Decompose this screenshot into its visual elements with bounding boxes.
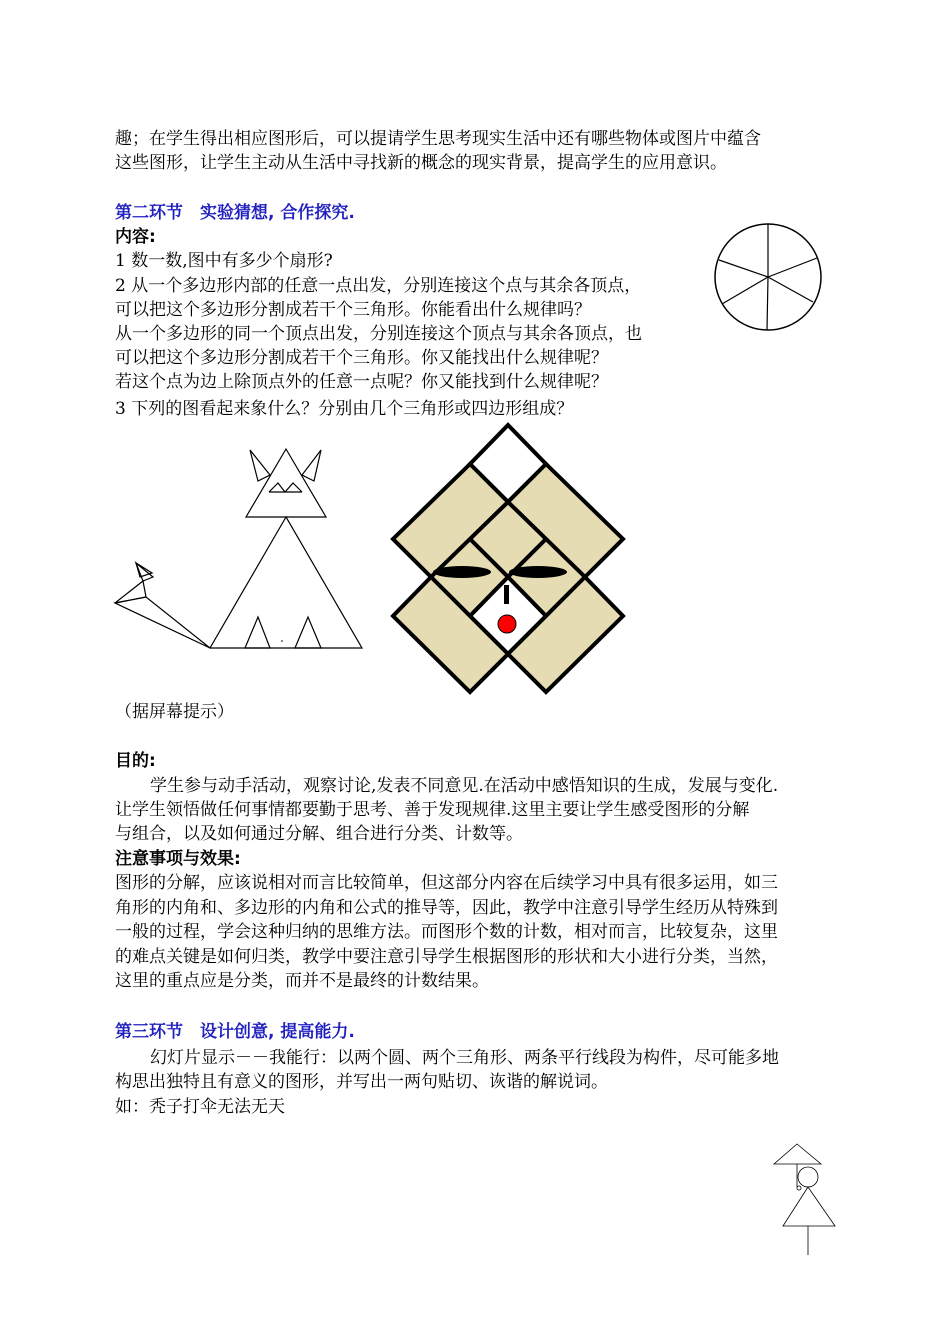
question-2c: 从一个多边形的同一个顶点出发，分别连接这个顶点与其余各顶点，也 <box>115 324 642 344</box>
purpose-line-2: 让学生领悟做任何事情都要勤于思考、善于发现规律.这里主要让学生感受图形的分解 <box>115 800 750 820</box>
section3-heading: 第三环节 设计创意, 提高能力. <box>115 1022 355 1042</box>
purpose-label: 目的: <box>115 751 156 771</box>
content-label: 内容: <box>115 227 156 247</box>
notes-line-1: 图形的分解，应该说相对而言比较简单，但这部分内容在后续学习中具有很多运用，如三 <box>115 873 778 893</box>
notes-line-5: 这里的重点应是分类，而并不是最终的计数结果。 <box>115 971 489 991</box>
section3-line-2: 构思出独特且有意义的图形，并写出一两句贴切、诙谐的解说词。 <box>115 1072 608 1092</box>
question-3: 3 下列的图看起来象什么？分别由几个三角形或四边形组成？ <box>115 399 574 419</box>
section2-heading: 第二环节 实验猜想, 合作探究. <box>115 203 355 223</box>
fox-figure <box>112 445 382 655</box>
umbrella-figure <box>772 1142 842 1257</box>
question-2d: 可以把这个多边形分割成若干个三角形。你又能找出什么规律呢？ <box>115 348 608 368</box>
purpose-line-1: 学生参与动手活动，观察讨论,发表不同意见.在活动中感悟知识的生成，发展与变化. <box>150 776 779 796</box>
intro-line-1: 趣；在学生得出相应图形后，可以提请学生思考现实生活中还有哪些物体或图片中蕴含 <box>115 129 761 149</box>
question-1: 1 数一数,图中有多少个扇形? <box>115 251 333 271</box>
purpose-line-3: 与组合，以及如何通过分解、组合进行分类、计数等。 <box>115 824 523 844</box>
notes-line-2: 角形的内角和、多边形的内角和公式的推导等，因此，教学中注意引导学生经历从特殊到 <box>115 898 778 918</box>
diamond-face-figure <box>388 420 628 695</box>
section3-line-1: 幻灯片显示－－我能行：以两个圆、两个三角形、两条平行线段为构件，尽可能多地 <box>150 1048 779 1068</box>
intro-line-2: 这些图形，让学生主动从生活中寻找新的概念的现实背景，提高学生的应用意识。 <box>115 153 727 173</box>
question-2a: 2 从一个多边形内部的任意一点出发，分别连接这个点与其余各顶点， <box>115 276 642 296</box>
section3-line-3: 如：秃子打伞无法无天 <box>115 1097 285 1117</box>
notes-line-3: 一般的过程，学会这种归纳的思维方法。而图形个数的计数，相对而言，比较复杂，这里 <box>115 922 778 942</box>
screen-hint: （据屏幕提示） <box>115 702 234 722</box>
sector-circle-figure <box>713 222 823 332</box>
notes-label: 注意事项与效果: <box>115 849 241 869</box>
question-2e: 若这个点为边上除顶点外的任意一点呢？你又能找到什么规律呢？ <box>115 372 608 392</box>
notes-line-4: 的难点关键是如何归类，教学中要注意引导学生根据图形的形状和大小进行分类，当然， <box>115 947 778 967</box>
question-2b: 可以把这个多边形分割成若干个三角形。你能看出什么规律吗？ <box>115 300 591 320</box>
